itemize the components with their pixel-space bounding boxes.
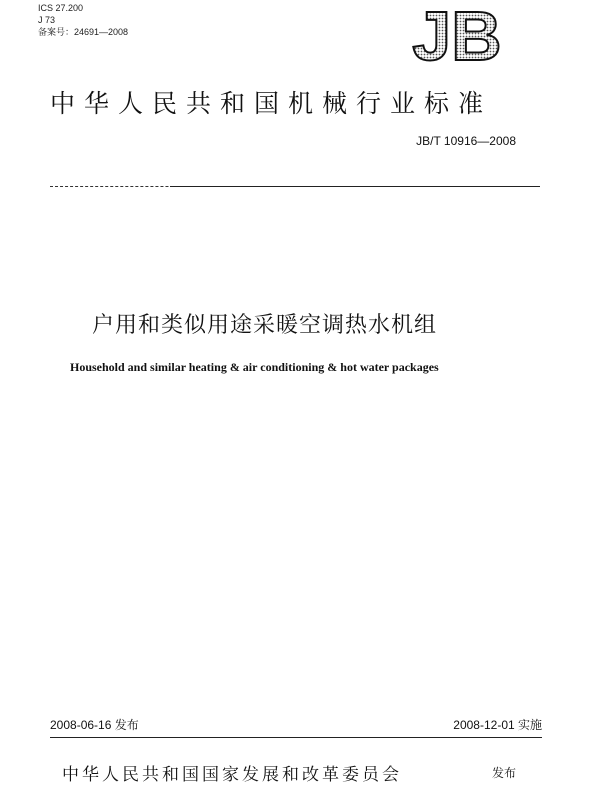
jb-logo-text: JB bbox=[412, 2, 502, 66]
classification-code: J 73 bbox=[38, 15, 56, 25]
header-divider-solid bbox=[170, 186, 540, 187]
standard-metadata bbox=[38, 2, 128, 38]
standard-number: JB/T 10916—2008 bbox=[416, 134, 516, 148]
filing-number: 备案号：24691—2008 bbox=[38, 27, 129, 37]
publisher-name: 中华人民共和国国家发展和改革委员会 bbox=[62, 765, 402, 785]
industry-standard-heading: 中华人民共和国机械行业标准 bbox=[50, 89, 493, 118]
standard-title-chinese: 户用和类似用途采暖空调热水机组 bbox=[92, 313, 438, 338]
footer-divider bbox=[50, 737, 542, 738]
issue-date: 2008-06-16 发布 bbox=[50, 718, 139, 732]
ics-code: ICS 27.200 bbox=[38, 3, 84, 13]
standard-title-english: Household and similar heating & air conditioning & hot water packages bbox=[70, 360, 439, 374]
publisher-suffix: 发布 bbox=[492, 766, 517, 780]
jb-logo bbox=[402, 2, 512, 66]
implementation-date: 2008-12-01 实施 bbox=[453, 718, 542, 732]
